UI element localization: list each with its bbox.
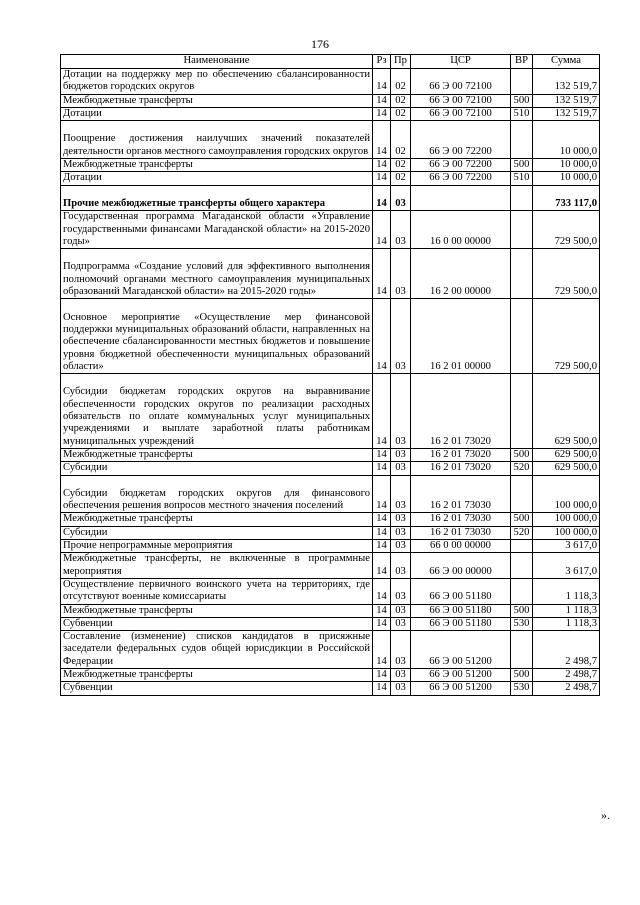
- cell-sum: 1 118,3: [533, 617, 600, 630]
- cell-csr: 66 Э 00 72100: [411, 107, 511, 120]
- cell-pr: 03: [391, 374, 411, 449]
- cell-csr: 66 Э 00 72200: [411, 121, 511, 159]
- cell-csr: 16 2 01 73030: [411, 526, 511, 539]
- table-row: [61, 94, 600, 107]
- table-row: [61, 448, 600, 461]
- cell-vr: [511, 374, 533, 449]
- cell-name: Субвенции: [61, 617, 373, 630]
- cell-rz: 14: [373, 462, 391, 475]
- cell-pr: 03: [391, 540, 411, 553]
- cell-sum: 3 617,0: [533, 553, 600, 579]
- cell-name: Государственная программа Магаданской области «Управление государственными финансами Магаданской области» на 2015-2020 годы»: [61, 211, 373, 249]
- cell-name: Дотации на поддержку мер по обеспечению сбалансированности бюджетов городских округов: [61, 69, 373, 95]
- cell-sum: 629 500,0: [533, 448, 600, 461]
- cell-sum: 629 500,0: [533, 374, 600, 449]
- cell-name: Субсидии: [61, 526, 373, 539]
- cell-vr: [511, 299, 533, 374]
- cell-pr: 03: [391, 448, 411, 461]
- cell-pr: 03: [391, 462, 411, 475]
- cell-name: Субвенции: [61, 682, 373, 695]
- cell-rz: 14: [373, 211, 391, 249]
- table-row: [61, 107, 600, 120]
- header-sum: Сумма: [533, 55, 600, 69]
- cell-rz: 14: [373, 631, 391, 669]
- cell-rz: 14: [373, 617, 391, 630]
- cell-vr: [511, 121, 533, 159]
- table-row: [61, 604, 600, 617]
- cell-sum: 1 118,3: [533, 604, 600, 617]
- cell-vr: [511, 578, 533, 604]
- cell-sum: 733 117,0: [533, 185, 600, 211]
- header-pr: Пр: [391, 55, 411, 69]
- cell-sum: 10 000,0: [533, 121, 600, 159]
- cell-name: Межбюджетные трансферты: [61, 604, 373, 617]
- cell-name: Дотации: [61, 107, 373, 120]
- cell-rz: 14: [373, 578, 391, 604]
- cell-csr: [411, 185, 511, 211]
- header-csr: ЦСР: [411, 55, 511, 69]
- cell-name: Дотации: [61, 172, 373, 185]
- table-row: [61, 578, 600, 604]
- cell-name: Межбюджетные трансферты: [61, 448, 373, 461]
- cell-csr: 66 Э 00 51200: [411, 631, 511, 669]
- table-row: [61, 553, 600, 579]
- cell-name: Межбюджетные трансферты: [61, 159, 373, 172]
- cell-pr: 03: [391, 249, 411, 299]
- cell-vr: 510: [511, 172, 533, 185]
- budget-table: [60, 54, 600, 696]
- header-name: Наименование: [61, 55, 373, 69]
- cell-rz: 14: [373, 540, 391, 553]
- table-row: [61, 540, 600, 553]
- cell-pr: 02: [391, 94, 411, 107]
- cell-name: Подпрограмма «Создание условий для эффективного выполнения полномочий органами местного самоуправления муниципальных образований Магаданской области» на 2015-2020 годы»: [61, 249, 373, 299]
- cell-sum: 10 000,0: [533, 159, 600, 172]
- cell-vr: 520: [511, 526, 533, 539]
- table-row: [61, 121, 600, 159]
- cell-pr: 03: [391, 668, 411, 681]
- cell-rz: 14: [373, 172, 391, 185]
- cell-csr: 66 Э 00 72200: [411, 159, 511, 172]
- cell-rz: 14: [373, 604, 391, 617]
- cell-pr: 03: [391, 604, 411, 617]
- cell-pr: 02: [391, 69, 411, 95]
- cell-rz: 14: [373, 526, 391, 539]
- cell-vr: 500: [511, 604, 533, 617]
- cell-name: Поощрение достижения наилучших значений показателей деятельности органов местного самоуправления городских округов: [61, 121, 373, 159]
- cell-vr: 500: [511, 513, 533, 526]
- cell-name: Межбюджетные трансферты: [61, 668, 373, 681]
- cell-pr: 03: [391, 682, 411, 695]
- cell-pr: 03: [391, 617, 411, 630]
- table-row: [61, 526, 600, 539]
- cell-name: Субсидии бюджетам городских округов для финансового обеспечения решения вопросов местного значения поселений: [61, 475, 373, 513]
- cell-rz: 14: [373, 121, 391, 159]
- cell-csr: 66 Э 00 51200: [411, 668, 511, 681]
- cell-vr: [511, 69, 533, 95]
- table-row: [61, 462, 600, 475]
- table-row: [61, 172, 600, 185]
- cell-vr: [511, 211, 533, 249]
- cell-vr: 500: [511, 668, 533, 681]
- cell-name: Составление (изменение) списков кандидатов в присяжные заседатели федеральных судов общей юрисдикции в Российской Федерации: [61, 631, 373, 669]
- cell-rz: 14: [373, 107, 391, 120]
- table-row: [61, 211, 600, 249]
- cell-csr: 66 Э 00 51180: [411, 604, 511, 617]
- cell-csr: 66 Э 00 72200: [411, 172, 511, 185]
- cell-sum: 3 617,0: [533, 540, 600, 553]
- cell-name: Прочие непрограммные мероприятия: [61, 540, 373, 553]
- table-row: [61, 249, 600, 299]
- cell-csr: 66 Э 00 72100: [411, 94, 511, 107]
- cell-vr: 500: [511, 159, 533, 172]
- table-row: [61, 159, 600, 172]
- cell-pr: 03: [391, 211, 411, 249]
- cell-vr: 530: [511, 617, 533, 630]
- cell-sum: 100 000,0: [533, 526, 600, 539]
- cell-rz: 14: [373, 448, 391, 461]
- cell-rz: 14: [373, 513, 391, 526]
- cell-csr: 16 2 01 73030: [411, 475, 511, 513]
- cell-sum: 132 519,7: [533, 69, 600, 95]
- cell-pr: 03: [391, 185, 411, 211]
- cell-csr: 66 Э 00 51180: [411, 578, 511, 604]
- table-row: [61, 668, 600, 681]
- table-row: [61, 185, 600, 211]
- cell-sum: 629 500,0: [533, 462, 600, 475]
- cell-vr: [511, 553, 533, 579]
- cell-rz: 14: [373, 682, 391, 695]
- cell-rz: 14: [373, 94, 391, 107]
- header-vr: ВР: [511, 55, 533, 69]
- table-row: [61, 475, 600, 513]
- table-row: [61, 513, 600, 526]
- cell-csr: 16 2 01 73020: [411, 448, 511, 461]
- cell-csr: 16 2 01 00000: [411, 299, 511, 374]
- cell-pr: 02: [391, 107, 411, 120]
- cell-vr: 500: [511, 448, 533, 461]
- cell-sum: 1 118,3: [533, 578, 600, 604]
- cell-rz: 14: [373, 185, 391, 211]
- table-row: [61, 69, 600, 95]
- cell-vr: 520: [511, 462, 533, 475]
- cell-csr: 16 2 01 73020: [411, 374, 511, 449]
- cell-name: Субсидии бюджетам городских округов на выравнивание обеспеченности городских округов по реализации расходных обязательств по оплате коммунальных услуг муниципальных учреждениями и выплате заработной платы работникам муниципальных учреждений: [61, 374, 373, 449]
- cell-sum: 2 498,7: [533, 682, 600, 695]
- table-header-row: [61, 55, 600, 69]
- cell-sum: 100 000,0: [533, 513, 600, 526]
- cell-sum: 729 500,0: [533, 299, 600, 374]
- cell-name: Субсидии: [61, 462, 373, 475]
- cell-vr: 500: [511, 94, 533, 107]
- cell-csr: 16 0 00 00000: [411, 211, 511, 249]
- cell-sum: 729 500,0: [533, 211, 600, 249]
- cell-sum: 100 000,0: [533, 475, 600, 513]
- table-row: [61, 631, 600, 669]
- cell-rz: 14: [373, 159, 391, 172]
- cell-csr: 16 2 00 00000: [411, 249, 511, 299]
- table-row: [61, 617, 600, 630]
- cell-sum: 132 519,7: [533, 107, 600, 120]
- cell-rz: 14: [373, 668, 391, 681]
- cell-pr: 03: [391, 513, 411, 526]
- table-body: [61, 69, 600, 696]
- header-rz: Рз: [373, 55, 391, 69]
- cell-csr: 66 Э 00 72100: [411, 69, 511, 95]
- table-row: [61, 299, 600, 374]
- closing-quote: ».: [601, 808, 610, 822]
- table-row: [61, 374, 600, 449]
- cell-rz: 14: [373, 249, 391, 299]
- cell-rz: 14: [373, 374, 391, 449]
- cell-pr: 03: [391, 475, 411, 513]
- page-number: 176: [311, 37, 329, 51]
- cell-vr: 530: [511, 682, 533, 695]
- cell-name: Межбюджетные трансферты: [61, 513, 373, 526]
- cell-sum: 132 519,7: [533, 94, 600, 107]
- cell-sum: 10 000,0: [533, 172, 600, 185]
- cell-pr: 02: [391, 121, 411, 159]
- cell-pr: 02: [391, 159, 411, 172]
- cell-pr: 03: [391, 578, 411, 604]
- cell-vr: [511, 540, 533, 553]
- cell-sum: 2 498,7: [533, 631, 600, 669]
- cell-vr: 510: [511, 107, 533, 120]
- cell-pr: 02: [391, 172, 411, 185]
- cell-rz: 14: [373, 69, 391, 95]
- cell-vr: [511, 475, 533, 513]
- cell-name: Осуществление первичного воинского учета на территориях, где отсутствуют военные комиссариаты: [61, 578, 373, 604]
- cell-pr: 03: [391, 553, 411, 579]
- cell-csr: 66 Э 00 51180: [411, 617, 511, 630]
- cell-pr: 03: [391, 631, 411, 669]
- cell-csr: 16 2 01 73030: [411, 513, 511, 526]
- cell-name: Межбюджетные трансферты: [61, 94, 373, 107]
- cell-csr: 66 Э 00 00000: [411, 553, 511, 579]
- cell-name: Межбюджетные трансферты, не включенные в программные мероприятия: [61, 553, 373, 579]
- cell-csr: 66 Э 00 51200: [411, 682, 511, 695]
- cell-sum: 2 498,7: [533, 668, 600, 681]
- cell-sum: 729 500,0: [533, 249, 600, 299]
- cell-vr: [511, 185, 533, 211]
- cell-pr: 03: [391, 299, 411, 374]
- cell-name: Прочие межбюджетные трансферты общего характера: [61, 185, 373, 211]
- cell-vr: [511, 249, 533, 299]
- cell-csr: 16 2 01 73020: [411, 462, 511, 475]
- table-row: [61, 682, 600, 695]
- cell-pr: 03: [391, 526, 411, 539]
- cell-rz: 14: [373, 299, 391, 374]
- cell-csr: 66 0 00 00000: [411, 540, 511, 553]
- cell-name: Основное мероприятие «Осуществление мер финансовой поддержки муниципальных образований области, направленных на обеспечение сбалансированности местных бюджетов и повышение уровня бюджетной обеспеченности муниципальных образований области»: [61, 299, 373, 374]
- cell-rz: 14: [373, 553, 391, 579]
- cell-vr: [511, 631, 533, 669]
- cell-rz: 14: [373, 475, 391, 513]
